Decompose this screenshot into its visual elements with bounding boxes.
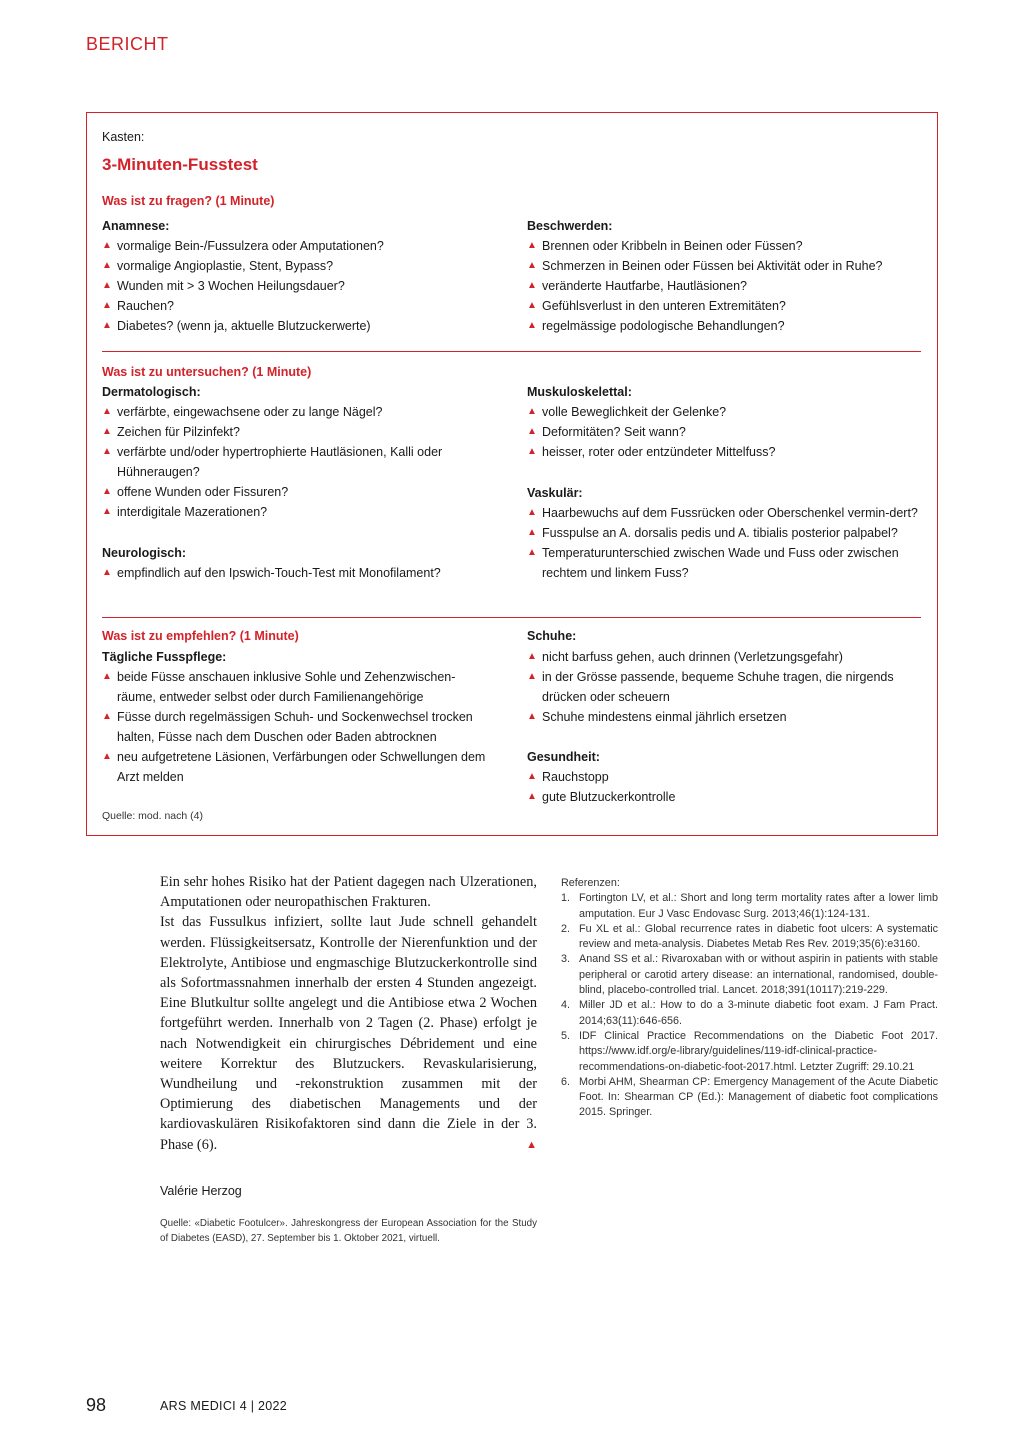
- bullet-item: ▲ heisser, roter oder entzündeter Mittelfuss?: [527, 442, 922, 462]
- bullet-item: ▲ Schmerzen in Beinen oder Füssen bei Aktivität oder in Ruhe?: [527, 256, 922, 276]
- reference-item: [561, 1075, 938, 1121]
- divider: [102, 351, 921, 352]
- bullet-item: ▲ vormalige Angioplastie, Stent, Bypass?: [102, 256, 502, 276]
- vascular-title: Vaskulär:: [527, 486, 583, 500]
- reference-text: Anand SS et al.: Rivaroxaban with or without aspirin in patients with stable peripheral or carotid artery disease: an international, randomised, double-blind, placebo-controlled trial. Lancet. 2018;391(10117):219-229.: [579, 953, 938, 997]
- bullet-item: ▲ gute Blutzuckerkontrolle: [527, 787, 912, 807]
- reference-item: [561, 891, 938, 922]
- bullet-item: ▲ Haarbewuchs auf dem Fussrücken oder Oberschenkel vermin-dert?: [527, 503, 922, 523]
- bullet-item: ▲ Deformitäten? Seit wann?: [527, 422, 922, 442]
- reference-text: Fortington LV, et al.: Short and long term mortality rates after a lower limb amputation. Eur J Vasc Endovasc Surg. 2013;46(1):124-131.: [579, 892, 938, 920]
- reference-item: [561, 922, 938, 953]
- reference-number: 3.: [561, 953, 571, 966]
- shoes-title: Schuhe:: [527, 629, 577, 643]
- reference-item: [561, 998, 938, 1029]
- health-list: [527, 767, 912, 807]
- reference-number: 5.: [561, 1029, 571, 1042]
- reference-item: [561, 1029, 938, 1075]
- article-paragraph: Ein sehr hohes Risiko hat der Patient dagegen nach Ulzerationen, Amputationen oder neuropathischen Frakturen.: [160, 874, 537, 911]
- reference-number: 4.: [561, 999, 571, 1012]
- bullet-item: ▲ interdigitale Mazerationen?: [102, 502, 482, 522]
- bullet-item: ▲ Temperaturunterschied zwischen Wade und Fuss oder zwischen rechtem und linkem Fuss?: [527, 543, 922, 583]
- references-list: [561, 891, 938, 1120]
- bullet-item: ▲ empfindlich auf den Ipswich-Touch-Test mit Monofilament?: [102, 563, 502, 583]
- reference-text: IDF Clinical Practice Recommendations on the Diabetic Foot 2017. https://www.idf.org/e-library/guidelines/119-idf-clinical-practice-recommendations-on-diabetic-foot-2017.html. Letzter Zugriff: 29.10.21: [579, 1029, 938, 1073]
- bullet-item: ▲ regelmässige podologische Behandlungen?: [527, 316, 922, 336]
- article-body: [160, 872, 537, 1155]
- bullet-item: ▲ verfärbte und/oder hypertrophierte Hautläsionen, Kalli oder Hühneraugen?: [102, 442, 482, 482]
- reference-text: Miller JD et al.: How to do a 3-minute diabetic foot exam. J Fam Pract. 2014;63(11):646-656.: [579, 999, 938, 1027]
- bullet-item: ▲ Fusspulse an A. dorsalis pedis und A. tibialis posterior palpabel?: [527, 523, 922, 543]
- bullet-item: ▲ veränderte Hautfarbe, Hautläsionen?: [527, 276, 922, 296]
- bullet-item: ▲ beide Füsse anschauen inklusive Sohle und Zehenzwischen-räume, entweder selbst oder durch Familienangehörige: [102, 667, 487, 707]
- reference-number: 1.: [561, 892, 571, 905]
- daily-care-list: [102, 667, 487, 787]
- health-title: Gesundheit:: [527, 750, 600, 764]
- vascular-list: [527, 503, 922, 583]
- divider: [102, 617, 921, 618]
- musculoskeletal-list: [527, 402, 922, 462]
- section-heading-ask: Was ist zu fragen? (1 Minute): [102, 194, 275, 208]
- article-paragraph: Ist das Fussulkus infiziert, sollte laut Jude schnell gehandelt werden. Flüssigkeitsersatz, Kontrolle der Nierenfunktion und der Elektrolyte, Antibiose und engmaschige Blutzuckerkontrolle sind als Sofortmassnahmen innerhalb der ersten 4 Stunden angezeigt. Eine Blutkultur sollte angelegt und die Antibiose etwa 2 Wochen fortgeführt werden. Innerhalb von 2 Tagen (2. Phase) erfolgt je nach Notwendigkeit ein chirurgisches Débridement und eine weitere Korrektur des Blutzuckers. Revaskularisierung, Wundheilung und -rekonstruktion zusammen mit der Optimierung des diabetischen Managements und der kardiovaskulären Risikofaktoren sind dann die Ziele in der 3. Phase (6). ▲: [160, 912, 537, 1154]
- bullet-item: ▲ Brennen oder Kribbeln in Beinen oder Füssen?: [527, 236, 922, 256]
- reference-text: Morbi AHM, Shearman CP: Emergency Management of the Acute Diabetic Foot. In: Shearman CP (Ed.): Management of diabetic foot complications 2015. Springer.: [579, 1075, 938, 1119]
- reference-text: Fu XL et al.: Global recurrence rates in diabetic foot ulcers: A systematic review and meta-analysis. Diabetes Metab Res Rev. 2019;35(6):e3160.: [579, 922, 938, 951]
- bullet-item: ▲ volle Beweglichkeit der Gelenke?: [527, 402, 922, 422]
- bullet-item: ▲ neu aufgetretene Läsionen, Verfärbungen oder Schwellungen dem Arzt melden: [102, 747, 487, 787]
- musculoskeletal-title: Muskuloskelettal:: [527, 385, 632, 399]
- bullet-item: ▲ nicht barfuss gehen, auch drinnen (Verletzungsgefahr): [527, 647, 912, 667]
- article-source: Quelle: «Diabetic Footulcer». Jahreskongress der European Association for the Study of Diabetes (EASD), 27. September bis 1. Oktober 2021, virtuell.: [160, 1218, 537, 1244]
- bullet-item: ▲ Gefühlsverlust in den unteren Extremitäten?: [527, 296, 922, 316]
- box-source: Quelle: mod. nach (4): [102, 810, 203, 822]
- references-label: Referenzen:: [561, 877, 620, 889]
- bullet-item: ▲ Füsse durch regelmässigen Schuh- und Sockenwechsel trocken halten, Füsse nach dem Duschen oder Baden abtrocknen: [102, 707, 487, 747]
- anamnesis-title: Anamnese:: [102, 219, 170, 233]
- references: [561, 876, 938, 1121]
- bullet-item: ▲ in der Grösse passende, bequeme Schuhe tragen, die nirgends drücken oder scheuern: [527, 667, 912, 707]
- neurological-list: [102, 563, 502, 583]
- bullet-item: ▲ verfärbte, eingewachsene oder zu lange Nägel?: [102, 402, 482, 422]
- bullet-item: ▲ Zeichen für Pilzinfekt?: [102, 422, 482, 442]
- page-number: 98: [86, 1395, 107, 1415]
- reference-item: [561, 952, 938, 998]
- box-label: Kasten:: [102, 130, 145, 144]
- section-label: BERICHT: [86, 34, 169, 54]
- complaints-title: Beschwerden:: [527, 219, 613, 233]
- bullet-item: ▲ offene Wunden oder Fissuren?: [102, 482, 482, 502]
- complaints-list: [527, 236, 922, 336]
- neurological-title: Neurologisch:: [102, 546, 187, 560]
- dermatological-list: [102, 402, 482, 522]
- daily-care-title: Tägliche Fusspflege:: [102, 650, 227, 664]
- bullet-item: ▲ Diabetes? (wenn ja, aktuelle Blutzuckerwerte): [102, 316, 502, 336]
- box-title: 3-Minuten-Fusstest: [102, 155, 258, 174]
- bullet-item: ▲ Schuhe mindestens einmal jährlich ersetzen: [527, 707, 912, 727]
- anamnesis-list: [102, 236, 502, 336]
- bullet-item: ▲ vormalige Bein-/Fussulzera oder Amputationen?: [102, 236, 502, 256]
- section-heading-examine: Was ist zu untersuchen? (1 Minute): [102, 365, 312, 379]
- section-heading-recommend: Was ist zu empfehlen? (1 Minute): [102, 629, 299, 643]
- end-mark-icon: ▲: [526, 1138, 537, 1151]
- dermatological-title: Dermatologisch:: [102, 385, 201, 399]
- reference-number: 6.: [561, 1075, 571, 1088]
- author: Valérie Herzog: [160, 1184, 242, 1198]
- shoes-list: [527, 647, 912, 727]
- reference-number: 2.: [561, 922, 571, 935]
- bullet-item: ▲ Rauchstopp: [527, 767, 912, 787]
- bullet-item: ▲ Rauchen?: [102, 296, 502, 316]
- journal-name: ARS MEDICI 4 | 2022: [160, 1399, 288, 1413]
- bullet-item: ▲ Wunden mit > 3 Wochen Heilungsdauer?: [102, 276, 502, 296]
